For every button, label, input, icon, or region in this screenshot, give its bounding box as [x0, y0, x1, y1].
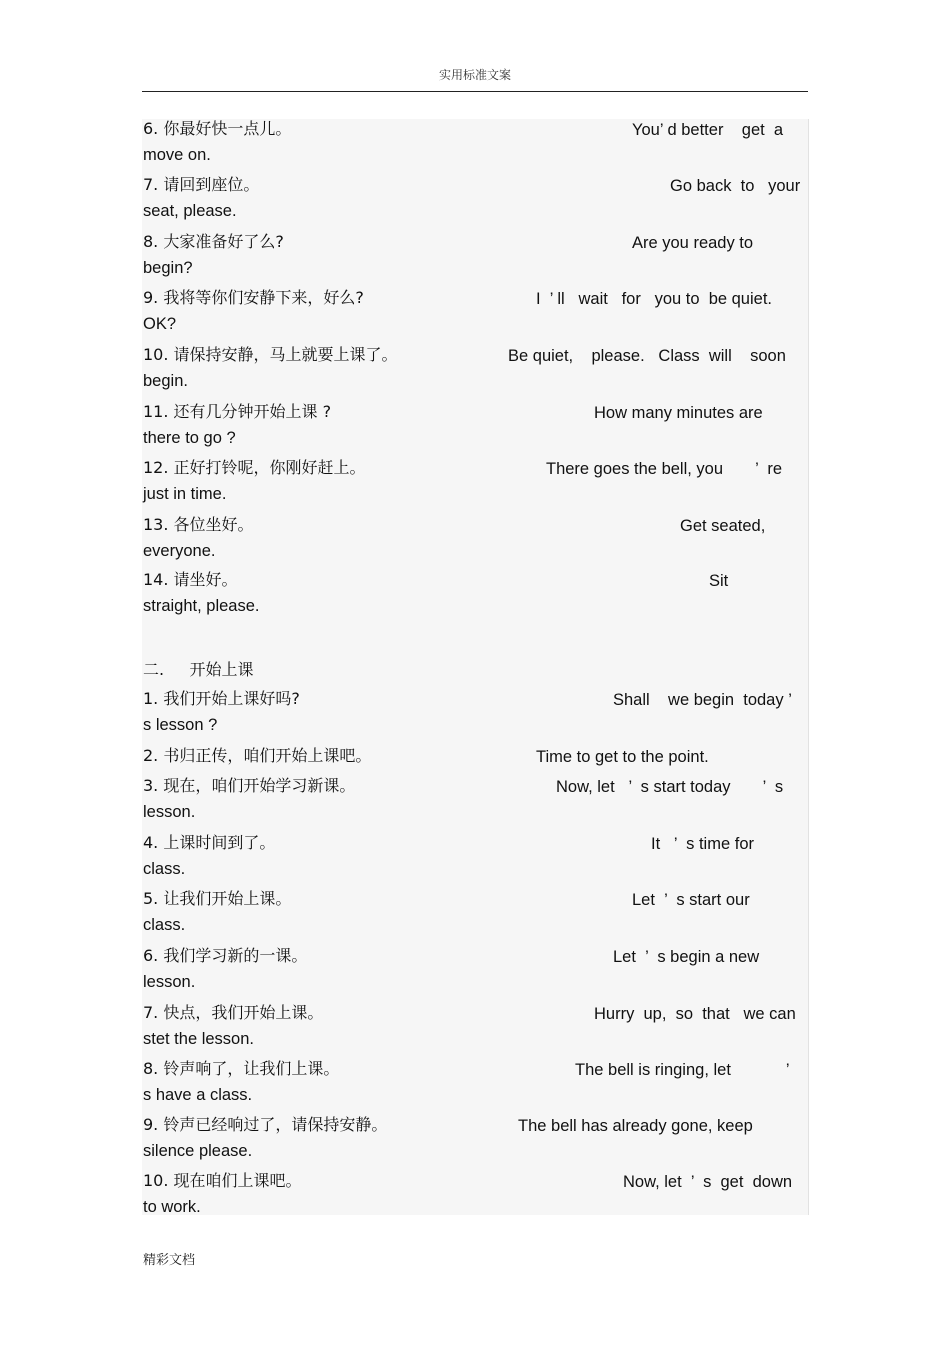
english-text-continued: lesson. [143, 803, 196, 821]
chinese-text: 3. 现在，咱们开始学习新课。 [143, 776, 356, 795]
list-item [142, 288, 808, 340]
english-text: How many minutes are [594, 404, 763, 422]
chinese-text: 1. 我们开始上课好吗? [143, 689, 300, 708]
chinese-text: 5. 让我们开始上课。 [143, 889, 292, 908]
chinese-text: 6. 我们学习新的一课。 [143, 946, 308, 965]
english-text-continued: seat, please. [143, 202, 237, 220]
page-footer: 精彩文档 [143, 1253, 196, 1268]
english-text-continued: move on. [143, 146, 211, 164]
chinese-text: 8. 铃声响了，让我们上课。 [143, 1059, 340, 1078]
english-text: Hurry up, so that we can [594, 1005, 796, 1023]
list-item [142, 946, 808, 998]
english-text-continued: to work. [143, 1198, 201, 1216]
english-text-continued: s have a class. [143, 1086, 253, 1104]
list-item [142, 689, 808, 741]
chinese-text: 7. 请回到座位。 [143, 175, 260, 194]
chinese-text: 7. 快点，我们开始上课。 [143, 1003, 324, 1022]
english-text-continued: OK? [143, 315, 177, 333]
list-item [142, 833, 808, 885]
list-item [142, 345, 808, 397]
chinese-text: 13. 各位坐好。 [143, 515, 254, 534]
english-text: Time to get to the point. [536, 748, 709, 766]
english-text: Go back to your [670, 177, 801, 195]
english-text: The bell has already gone, keep [518, 1117, 753, 1135]
document-body [142, 119, 809, 1215]
list-item [142, 1115, 808, 1167]
list-item [142, 458, 808, 510]
english-text: There goes the bell, you ’ re [546, 460, 783, 478]
header-divider [142, 91, 808, 92]
chinese-text: 9. 铃声已经响过了，请保持安静。 [143, 1115, 388, 1134]
list-item [142, 402, 808, 454]
page-header: 实用标准文案 [438, 68, 511, 82]
english-text-continued: begin. [143, 372, 188, 390]
english-text: I ’ ll wait for you to be quiet. [536, 290, 772, 308]
list-item [142, 570, 808, 622]
english-text: The bell is ringing, let ’ [575, 1061, 790, 1079]
chinese-text: 11. 还有几分钟开始上课 ? [143, 402, 332, 421]
english-text: Now, let ’ s start today ’ s [556, 778, 784, 796]
english-text: Shall we begin today ’ [613, 691, 792, 709]
english-text: It ’ s time for [651, 835, 754, 853]
section-heading: 二. 开始上课 [143, 660, 254, 679]
english-text-continued: silence please. [143, 1142, 253, 1160]
list-item [142, 175, 808, 227]
english-text-continued: everyone. [143, 542, 216, 560]
english-text: You’ d better get a [632, 121, 784, 139]
english-text-continued: straight, please. [143, 597, 260, 615]
english-text: Let ’ s begin a new [613, 948, 760, 966]
english-text-continued: class. [143, 860, 186, 878]
english-text-continued: begin? [143, 259, 193, 277]
chinese-text: 6. 你最好快一点儿。 [143, 119, 292, 138]
list-item [142, 1059, 808, 1111]
english-text: Sit [709, 572, 729, 590]
list-item [142, 232, 808, 284]
english-text: Be quiet, please. Class will soon [508, 347, 786, 365]
english-text-continued: class. [143, 916, 186, 934]
chinese-text: 12. 正好打铃呢，你刚好赶上。 [143, 458, 366, 477]
chinese-text: 4. 上课时间到了。 [143, 833, 276, 852]
english-text-continued: s lesson ? [143, 716, 218, 734]
list-item [142, 1171, 808, 1223]
english-text-continued: lesson. [143, 973, 196, 991]
english-text: Let ’ s start our [632, 891, 750, 909]
chinese-text: 9. 我将等你们安静下来，好么? [143, 288, 364, 307]
chinese-text: 2. 书归正传，咱们开始上课吧。 [143, 746, 372, 765]
list-item [142, 889, 808, 941]
chinese-text: 14. 请坐好。 [143, 570, 238, 589]
english-text-continued: stet the lesson. [143, 1030, 254, 1048]
chinese-text: 10. 请保持安静，马上就要上课了。 [143, 345, 398, 364]
english-text: Now, let ’ s get down [623, 1173, 793, 1191]
chinese-text: 10. 现在咱们上课吧。 [143, 1171, 302, 1190]
english-text: Get seated, [680, 517, 766, 535]
english-text: Are you ready to [632, 234, 754, 252]
list-item [142, 1003, 808, 1055]
chinese-text: 8. 大家准备好了么? [143, 232, 284, 251]
english-text-continued: just in time. [143, 485, 227, 503]
list-item [142, 119, 808, 171]
list-item [142, 515, 808, 567]
english-text-continued: there to go ? [143, 429, 236, 447]
list-item [142, 776, 808, 828]
